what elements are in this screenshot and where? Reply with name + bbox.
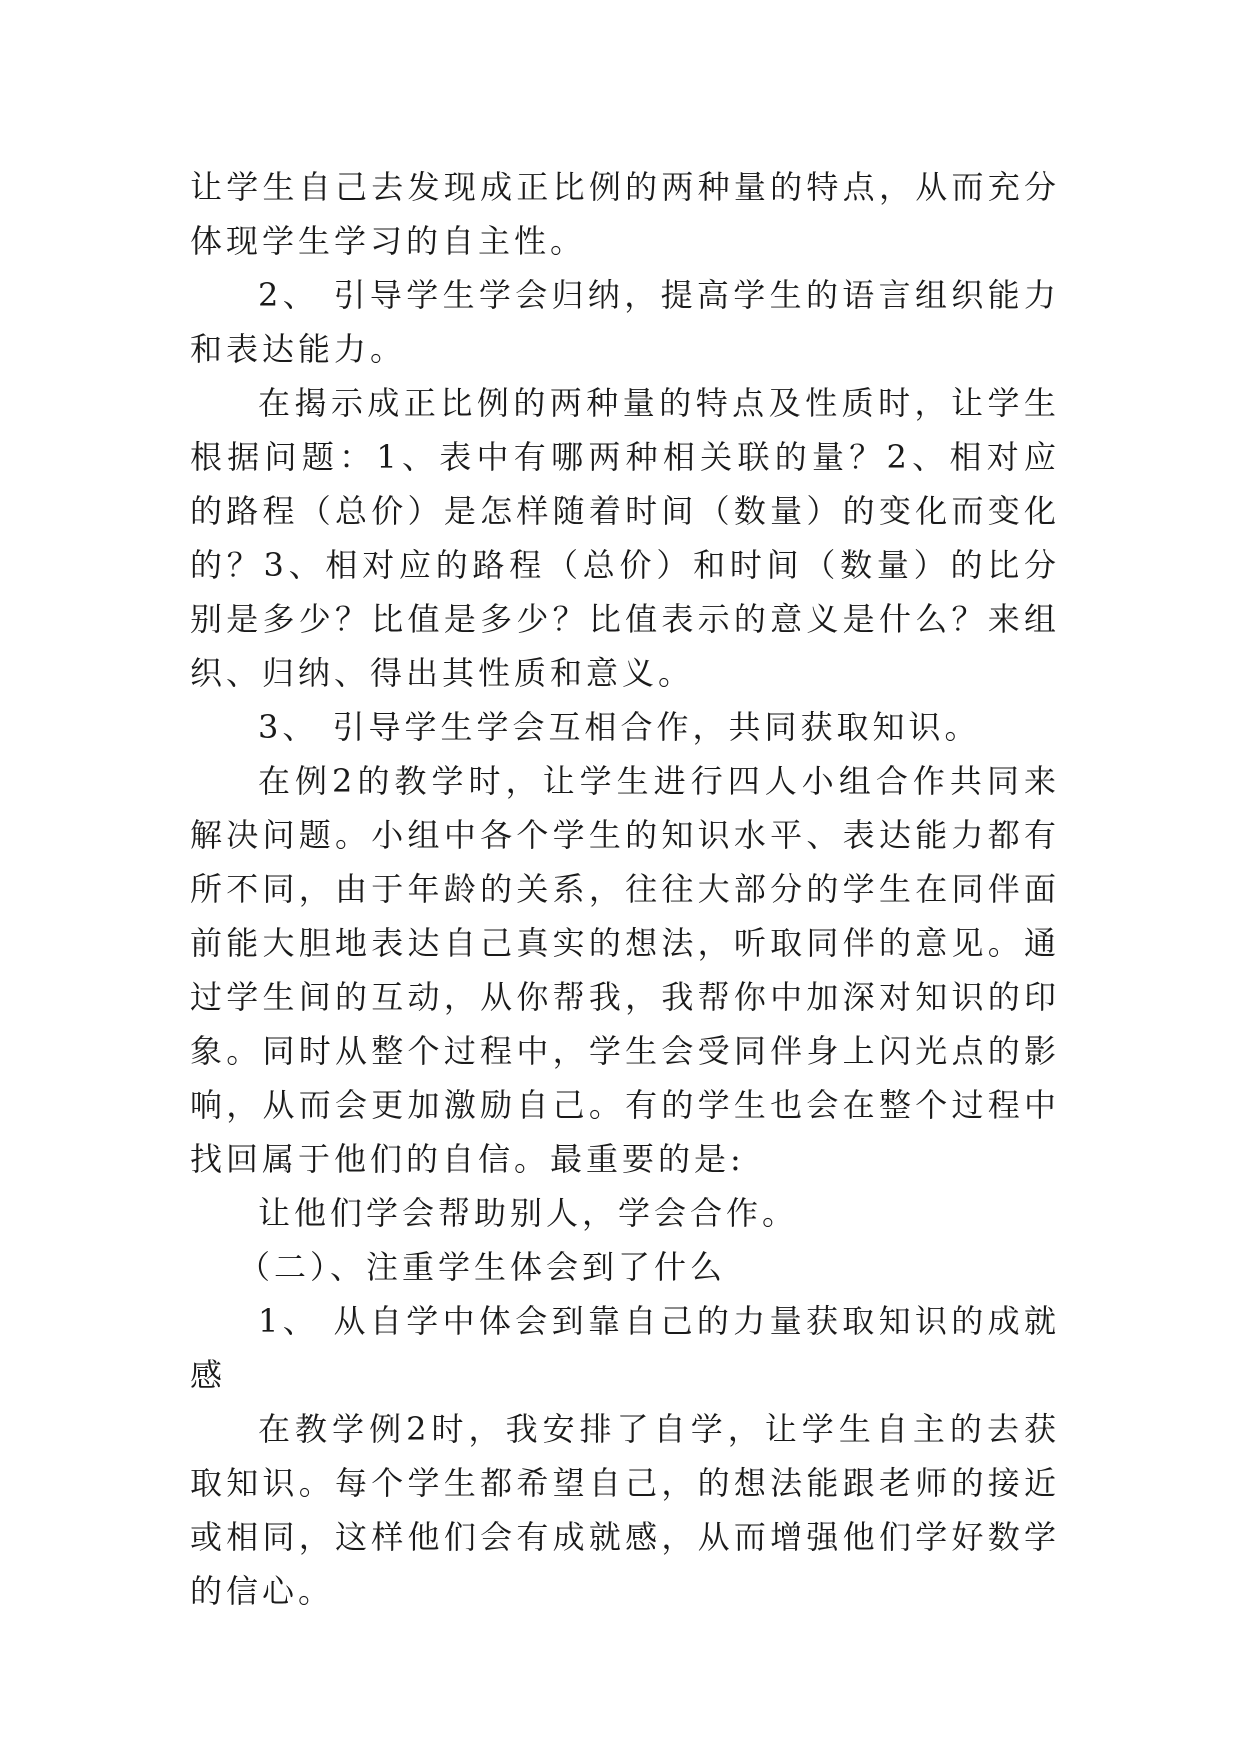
paragraph-point-3-conclusion: 让他们学会帮助别人，学会合作。: [258, 1194, 799, 1232]
paragraph-point-3: 3、 引导学生学会互相合作，共同获取知识。: [258, 708, 981, 746]
paragraph-intro: 让学生自己去发现成正比例的两种量的特点，从而充分体现学生学习的自主性。: [190, 168, 1060, 260]
section-heading: （二）、注重学生体会到了什么: [238, 1248, 727, 1286]
document-body: [190, 160, 1060, 1618]
paragraph-point-3-detail: 在例2的教学时，让学生进行四人小组合作共同来解决问题。小组中各个学生的知识水平、表达能力都有所不同，由于年龄的关系，往往大部分的学生在同伴面前能大胆地表达自己真实的想法，听取同伴的意见。通过学生间的互动，从你帮我，我帮你中加深对知识的印象。同时从整个过程中，学生会受同伴身上闪光点的影响，从而会更加激励自己。有的学生也会在整个过程中找回属于他们的自信。最重要的是:: [190, 762, 1060, 1178]
paragraph-point-2: 2、 引导学生学会归纳，提高学生的语言组织能力和表达能力。: [190, 276, 1060, 368]
paragraph-point-2-detail: 在揭示成正比例的两种量的特点及性质时，让学生根据问题：1、表中有哪两种相关联的量？2、相对应的路程（总价）是怎样随着时间（数量）的变化而变化的？3、相对应的路程（总价）和时间（数量）的比分别是多少？比值是多少？比值表示的意义是什么？来组织、归纳、得出其性质和意义。: [190, 384, 1060, 692]
paragraph-subpoint-1: 1、 从自学中体会到靠自己的力量获取知识的成就感: [190, 1302, 1060, 1394]
paragraph-subpoint-1-detail: 在教学例2时，我安排了自学，让学生自主的去获取知识。每个学生都希望自己，的想法能跟老师的接近或相同，这样他们会有成就感，从而增强他们学好数学的信心。: [190, 1410, 1060, 1610]
